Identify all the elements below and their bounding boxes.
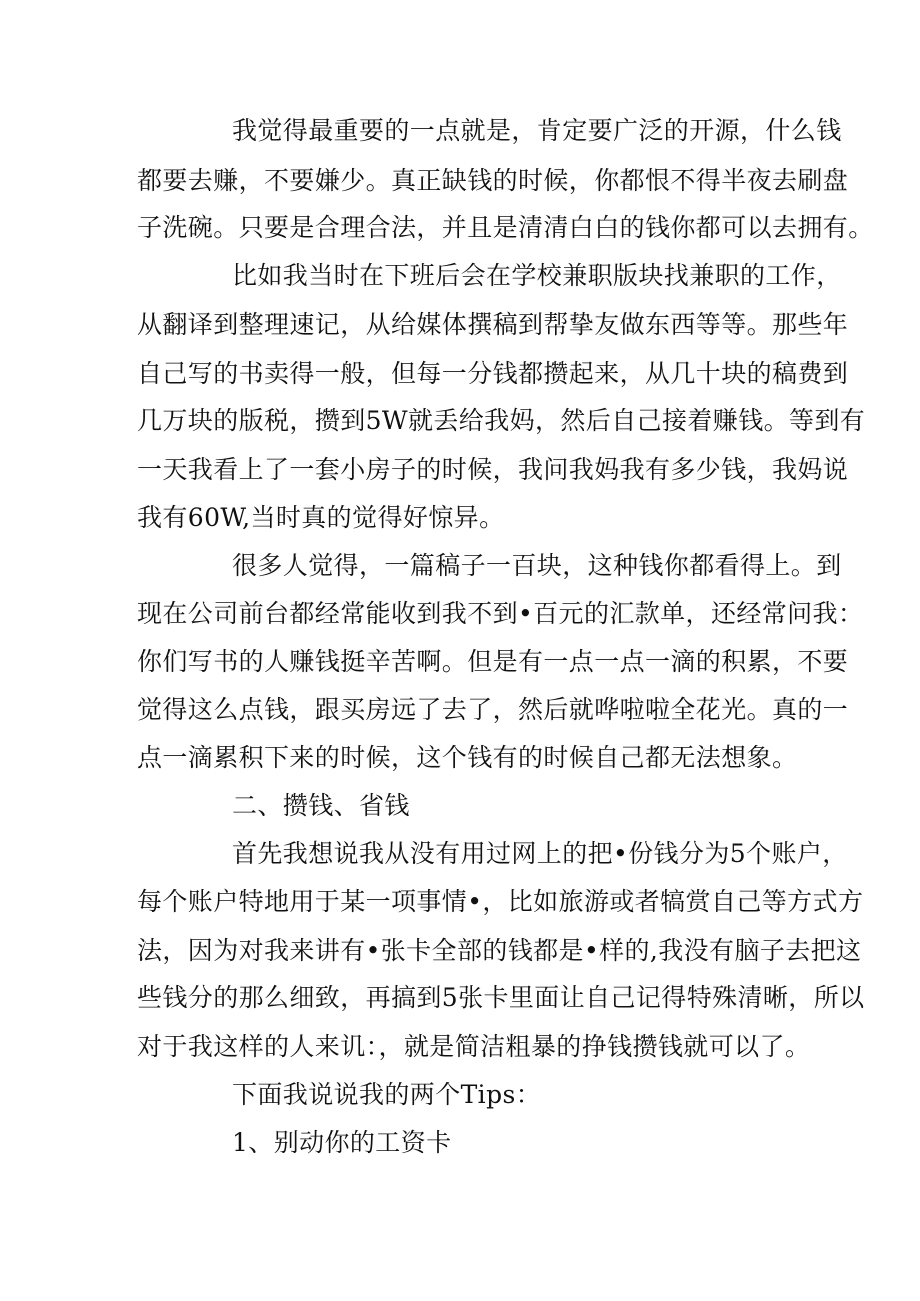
- section-heading: 二、攒钱、省钱: [232, 791, 410, 820]
- text-line: 对于我这样的人来讥：，就是简洁粗暴的挣钱攒钱就可以了。: [137, 1032, 811, 1061]
- text-line: 法，因为对我来讲有•张卡全部的钱都是•样的,我没有脑子去把这: [137, 936, 862, 965]
- text-line: 自己写的书卖得一般，但每一分钱都攒起来，从几十块的稿费到: [137, 359, 849, 388]
- text-line: 很多人觉得，一篇稿子一百块，这种钱你都看得上。到: [232, 551, 842, 580]
- text-line: 一天我看上了一套小房子的时候，我问我妈我有多少钱，我妈说: [137, 455, 849, 484]
- text-line: 下面我说说我的两个Tips：: [232, 1080, 542, 1109]
- text-line: 点一滴累积下来的时候，这个钱有的时候自己都无法想象。: [137, 743, 798, 772]
- text-line: 首先我想说我从没有用过网上的把•份钱分为5个账户，: [232, 839, 848, 868]
- text-line: 些钱分的那么细致，再搞到5张卡里面让自己记得特殊清晰，所以: [137, 983, 865, 1012]
- text-line: 我有60W,当时真的觉得好惊异。: [137, 503, 505, 532]
- text-line: 都要去赚，不要嫌少。真正缺钱的时候，你都恨不得半夜去刷盘: [137, 166, 849, 195]
- text-line: 从翻译到整理速记，从给媒体撰稿到帮挚友做东西等等。那些年: [137, 310, 849, 339]
- text-line: 觉得这么点钱，跟买房远了去了，然后就哗啦啦全花光。真的一: [137, 695, 849, 724]
- list-item-heading: 1、别动你的工资卡: [232, 1128, 452, 1157]
- text-line: 几万块的版税，攒到5W就丢给我妈，然后自己接着赚钱。等到有: [137, 406, 866, 435]
- text-line: 子洗碗。只要是合理合法，并且是清清白白的钱你都可以去拥有。: [137, 213, 874, 242]
- text-line: 比如我当时在下班后会在学校兼职版块找兼职的工作，: [232, 261, 842, 290]
- text-line: 我觉得最重要的一点就是，肯定要广泛的开源，什么钱: [232, 116, 842, 145]
- text-line: 现在公司前台都经常能收到我不到•百元的汇款单，还经常问我：: [137, 599, 864, 628]
- text-line: 你们写书的人赚钱挺辛苦啊。但是有一点一点一滴的积累，不要: [137, 647, 849, 676]
- text-line: 每个账户特地用于某一项事情•，比如旅游或者犒赏自己等方式方: [137, 887, 864, 916]
